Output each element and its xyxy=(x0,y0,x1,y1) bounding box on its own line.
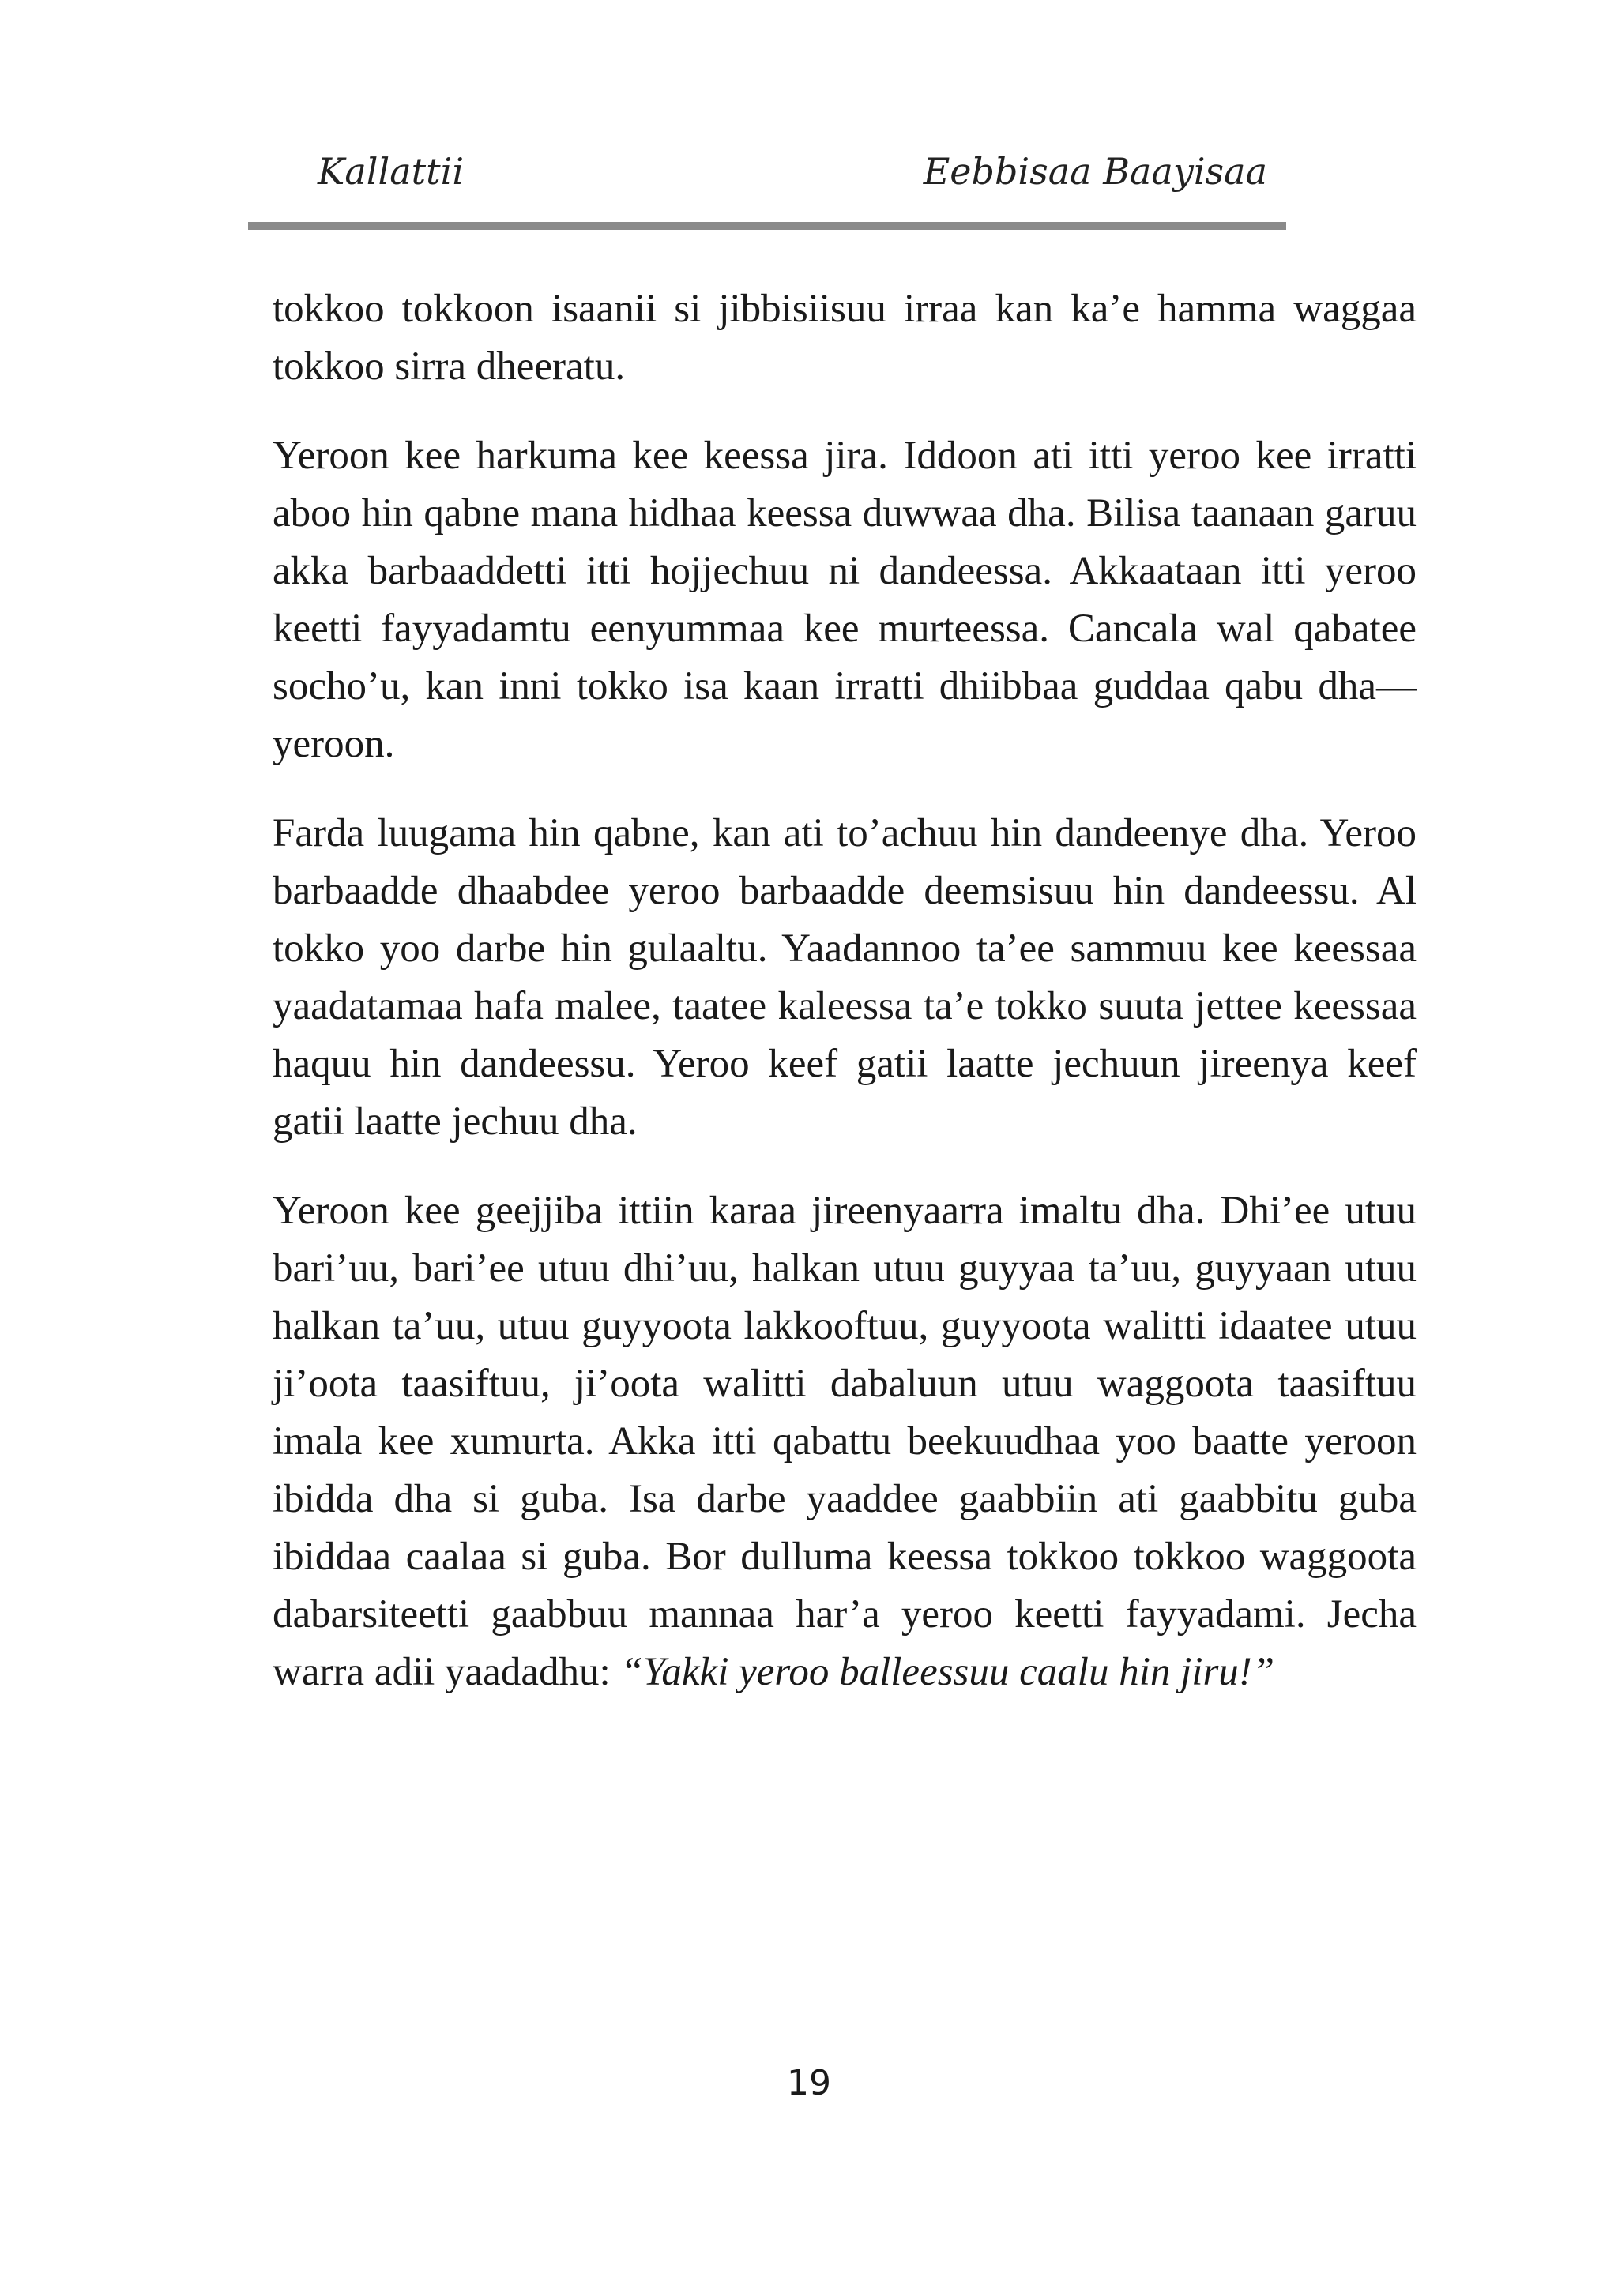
header-book-title: Kallattii xyxy=(318,150,465,193)
paragraph-3: Farda luugama hin qabne, kan ati to’achuu hin dandeenye dha. Yeroo barbaadde dhaabdee yeroo barbaadde deemsisuu hin dandeessu. Al tokko yoo darbe hin gulaaltu. Yaadannoo ta’ee sammuu kee keessaa yaadatamaa hafa malee, taatee kaleessa ta’e tokko suuta jettee keessaa haquu hin dandeessu. Yeroo keef gatii laatte jechuun jireenya keef gatii laatte jechuu dha. xyxy=(273,811,1417,1144)
paragraph-4-text: Yeroon kee geejjiba ittiin karaa jireenyaarra imaltu dha. Dhi’ee utuu bari’uu, bari’ee utuu dhi’uu, halkan utuu guyyaa ta’uu, guyyaan utuu halkan ta’uu, utuu guyyoota lakkooftuu, guyyoota walitti idaatee utuu ji’oota taasiftuu, ji’oota walitti dabaluun utuu waggoota taasiftuu imala kee xumurta. Akka itti qabattu beekuudhaa yoo baatte yeroon ibidda dha si guba. Isa darbe yaaddee gaabbiin ati gaabbitu guba ibiddaa caalaa si guba. Bor dulluma keessa tokkoo tokkoo waggoota dabarsiteetti gaabbuu mannaa har’a yeroo keetti fayyadami. Jecha warra adii yaadadhu: xyxy=(273,1189,1417,1694)
header-divider xyxy=(248,222,1286,230)
header-author-name: Eebbisaa Baayisaa xyxy=(923,150,1267,193)
paragraph-1: tokkoo tokkoon isaanii si jibbisiisuu irraa kan ka’e hamma waggaa tokkoo sirra dheeratu. xyxy=(273,287,1417,389)
closing-quote: “Yakki yeroo balleessuu caalu hin jiru!” xyxy=(620,1650,1275,1694)
paragraph-4 xyxy=(273,1182,1417,1701)
paragraph-2: Yeroon kee harkuma kee keessa jira. Iddoon ati itti yeroo kee irratti aboo hin qabne mana hidhaa keessa duwwaa dha. Bilisa taanaan garuu akka barbaaddetti itti hojjechuu ni dandeessa. Akkaataan itti yeroo keetti fayyadamtu eenyummaa kee murteessa. Cancala wal qabatee socho’u, kan inni tokko isa kaan irratti dhiibbaa guddaa qabu dha—yeroon. xyxy=(273,434,1417,766)
body-text xyxy=(273,280,1417,1733)
running-header xyxy=(250,150,1285,213)
page-number: 19 xyxy=(787,2063,831,2103)
